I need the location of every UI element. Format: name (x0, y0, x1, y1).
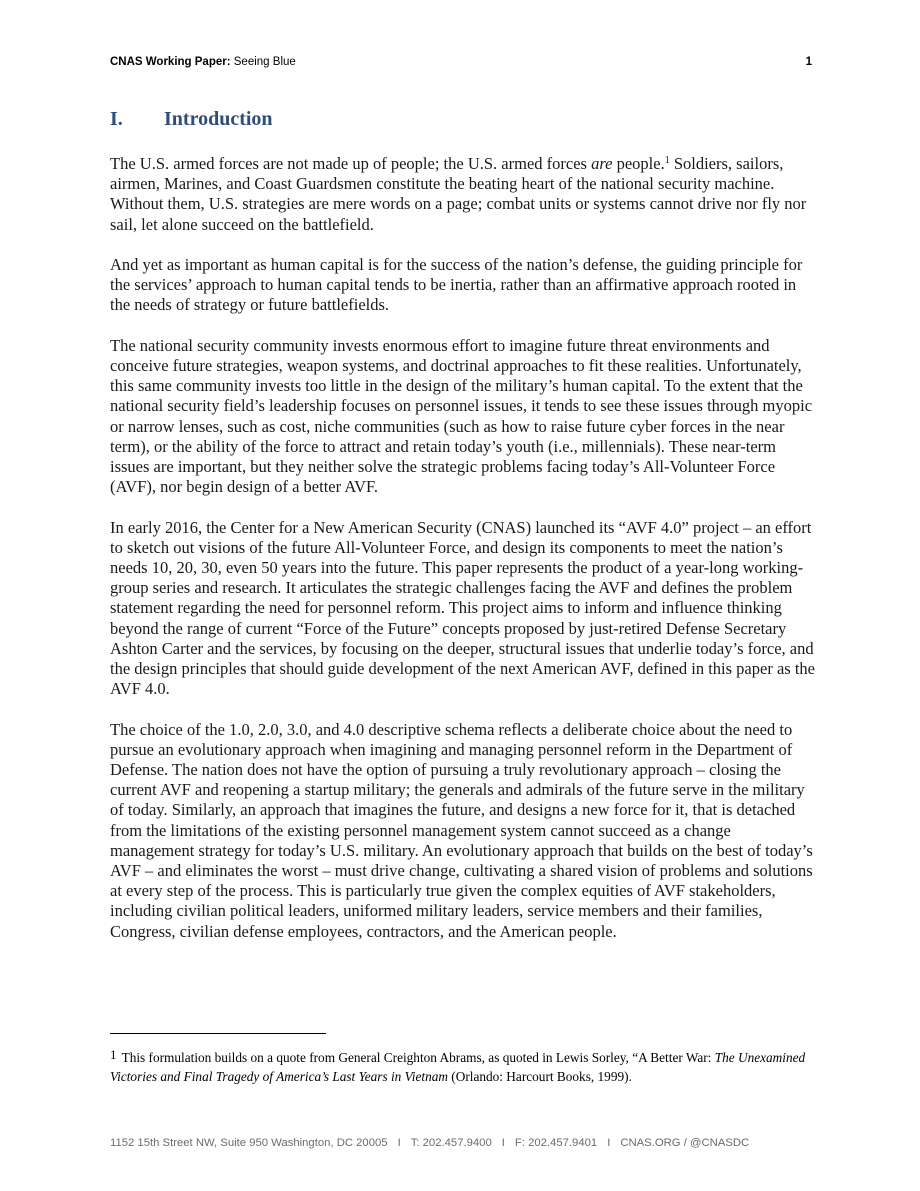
footer-separator: I (607, 1137, 611, 1149)
footnote-text-b: (Orlando: Harcourt Books, 1999). (447, 1068, 632, 1084)
paragraph-3: The national security community invests enormous effort to imagine future threat environments and conceive future strategies, weapon systems, and doctrinal approaches to fit these realities. Unfortunately, this same community invests too little in the design of the military’s human capital. To the extent that the national security field’s leadership focuses on personnel issues, it tends to see these issues through myopic or narrow lenses, such as cost, niche communities (such as how to raise future cyber forces in the near term), or the ability of the force to attract and retain today’s youth (i.e., millennials). These near-term issues are important, but they neither solve the strategic problems facing today’s All-Volunteer Force (AVF), nor begin design of a better AVF. (110, 335, 813, 497)
header-paper-title: Seeing Blue (233, 56, 296, 68)
paragraph-4: In early 2016, the Center for a New American Security (CNAS) launched its “AVF 4.0” project – an effort to sketch out visions of the future All-Volunteer Force, and design its components to meet the nation’s needs 10, 20, 30, even 50 years into the future. This paper represents the product of a year-long working-group series and research. It articulates the strategic challenges facing the AVF and defines the problem statement regarding the need for personnel reform. This project aims to inform and influence thinking beyond the range of current “Force of the Future” concepts proposed by just-retired Defense Secretary Ashton Carter and the services, by focusing on the deeper, structural issues that underlie today’s force, and the design principles that should guide development of the next American AVF, defined in this paper as the AVF 4.0. (110, 517, 815, 699)
header-title (110, 56, 296, 68)
footnote-text-a: This formulation builds on a quote from General Creighton Abrams, as quoted in Lewis Sorley, “A Better War: (118, 1050, 715, 1065)
body-text (110, 154, 816, 962)
footnote-divider (110, 1033, 326, 1034)
section-heading (110, 108, 273, 131)
section-number: I. (110, 108, 123, 130)
paragraph-5: The choice of the 1.0, 2.0, 3.0, and 4.0 descriptive schema reflects a deliberate choice about the need to pursue an evolutionary approach when imagining and managing personnel reform in the Department of Defense. The nation does not have the option of pursuing a truly revolutionary approach – closing the current AVF and reopening a startup military; the generals and admirals of the future serve in the military of today. Similarly, an approach that imagines the future, and designs a new force for it, that is detached from the limitations of the existing personnel management system cannot succeed as a change management strategy for today’s U.S. military. An evolutionary approach that builds on the best of today’s AVF – and eliminates the worst – must drive change, cultivating a shared vision of problems and solutions at every step of the process. This is particularly true given the complex equities of AVF stakeholders, including civilian political leaders, uniformed military leaders, service members and their families, Congress, civilian defense employees, contractors, and the American people. (110, 719, 813, 941)
page-footer (110, 1137, 810, 1149)
footer-separator: I (501, 1137, 505, 1149)
header-series-label: CNAS Working Paper: (110, 56, 231, 68)
page-number: 1 (805, 56, 812, 68)
paragraph-2: And yet as important as human capital is for the success of the nation’s defense, the guiding principle for the services’ approach to human capital tends to be inertia, rather than an affirmative approach rooted in the needs of strategy or future battlefields. (110, 255, 803, 315)
footer-fax: F: 202.457.9401 (514, 1137, 598, 1149)
footnote-1 (110, 1046, 820, 1086)
paragraph-1-text-c: Soldiers, sailors, airmen, Marines, and Coast Guardsmen constitute the beating heart of the national security machine. Without them, U.S. strategies are mere words on a page; combat units or systems cannot drive nor fly nor sail, let alone succeed on the battlefield. (110, 154, 807, 234)
paragraph-1-text-b: people. (612, 154, 665, 173)
running-header (110, 56, 812, 68)
paragraph-1-text-a: The U.S. armed forces are not made up of people; the U.S. armed forces (110, 154, 592, 173)
footer-separator: I (397, 1137, 401, 1149)
footnote-marker: 1 (110, 1047, 117, 1062)
footer-web[interactable]: CNAS.ORG / @CNASDC (620, 1137, 750, 1149)
section-title: Introduction (164, 108, 273, 130)
footnote-book-title: The Unexamined Victories and Final Tragedy of America’s Last Years in Vietnam (110, 1050, 806, 1084)
footnote-ref-1[interactable]: 1 (664, 155, 670, 166)
footer-phone: T: 202.457.9400 (410, 1137, 492, 1149)
paragraph-1 (110, 154, 816, 235)
paragraph-1-emphasis: are (591, 154, 613, 173)
footer-address: 1152 15th Street NW, Suite 950 Washington, DC 20005 (110, 1137, 388, 1149)
